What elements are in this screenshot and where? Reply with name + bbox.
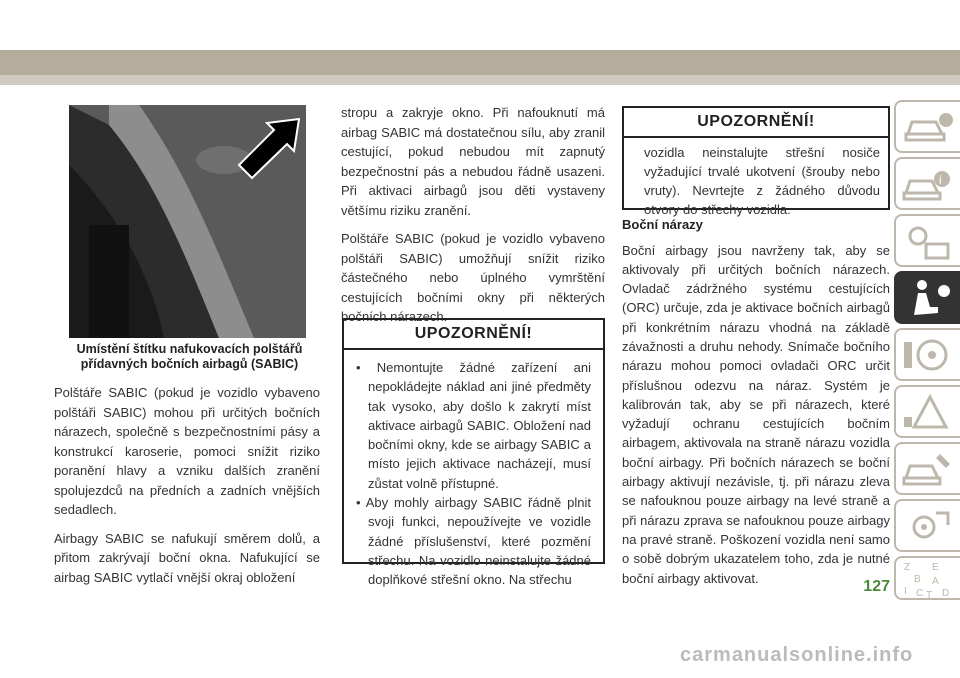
- column-2: [341, 103, 605, 336]
- car-info-icon[interactable]: [894, 100, 960, 153]
- paragraph: Boční airbagy jsou navrženy tak, aby se aktivovaly při určitých bočních nárazech. Ovladač zádržného systému cestujících (ORC) určuje, zda je aktivace bočních airbagů při konkrétním nárazu vhodná na základě závažnosti a druhu nehody. Snímače bočního nárazu mohou pomoci ovladači ORC určit příslušnou odezvu na náraz. Systém je kalibrován tak, aby se při nárazech, které vyžadují ochranu cestujících bočním airbagem, aktivovala na straně nárazu vozidla boční airbagy. Při bočních nárazech se boční airbagy aktivují nezávisle, tj. při nárazu zleva se nafouknou pouze airbagy na levé straně a při nárazu zprava se nafouknou pouze airbagy na pravé straně. Poškození vozidla není samo o sobě dobrým ukazatelem toho, zda je nutné boční airbagy aktivovat.: [622, 242, 890, 586]
- warning-box-2: [622, 106, 890, 217]
- warning-title: UPOZORNĚNÍ!: [624, 108, 888, 138]
- warning-item: • Nemontujte žádné zařízení ani nepokládejte náklad ani jiné předměty tak vysoko, aby došlo k zakrytí míst aktivace airbagů SABIC. Obložení nad bočními okny, kde se airbagy SABIC a místo jejich aktivace nacházejí, musí zůstat volně přístupné.: [356, 358, 591, 493]
- index-letter: D: [942, 588, 950, 599]
- wrench-car-icon[interactable]: [894, 442, 960, 495]
- index-letter: A: [932, 576, 939, 587]
- warning-title: UPOZORNĚNÍ!: [344, 320, 603, 350]
- warning-text: vozidla neinstalujte střešní nosiče vyžadující trvalé ukotvení (šrouby nebo vruty). Nevrtejte z žádného důvodu otvory do střechy vozidla.: [644, 145, 880, 217]
- seat-airbag-icon[interactable]: [894, 271, 960, 324]
- figure-caption: [62, 342, 317, 372]
- caption-line-1: Umístění štítku nafukovacích polštářů: [76, 342, 303, 356]
- paragraph: Polštáře SABIC (pokud je vozidlo vybaveno polštáři SABIC) umožňují snížit riziko částečného nebo úplného vymrštění cestujících bočními okny při některých bočních nárazech.: [341, 231, 605, 324]
- paragraph: stropu a zakryje okno. Při nafouknutí má airbag SABIC má dostatečnou sílu, aby zranil cestující, pokud nebudou mít zapnutý bezpečnostní pás a nebudou řádně usazeni. Při aktivaci airbagů jsou děti vystaveny většímu riziku zranění.: [341, 105, 605, 218]
- index-letter: B: [914, 574, 921, 585]
- column-1: [54, 383, 320, 596]
- caption-line-2: přídavných bočních airbagů (SABIC): [80, 357, 299, 371]
- warning-item: • Aby mohly airbagy SABIC řádně plnit svoji funkci, nepoužívejte ve vozidle žádné příslušenství, které pozmění střechu. Na vozidlo neinstalujte žádné doplňkové střešní okno. Na střechu: [356, 493, 591, 589]
- emergency-icon[interactable]: [894, 385, 960, 438]
- index-letter: T: [926, 590, 933, 601]
- steering-wheel-icon[interactable]: [894, 328, 960, 381]
- paragraph: Airbagy SABIC se nafukují směrem dolů, a přitom zakrývají boční okna. Nafukující se airbag SABIC vytlačí vnější okraj obložení: [54, 530, 320, 585]
- index-letter: E: [932, 562, 939, 573]
- warning-list: [344, 350, 603, 590]
- sabic-label-photo: [69, 105, 306, 338]
- index-letter: I: [904, 586, 907, 597]
- index-letter: C: [916, 588, 924, 599]
- header-stripe-light: [0, 75, 960, 85]
- car-alert-icon[interactable]: [894, 157, 960, 210]
- warning-lights-icon[interactable]: [894, 214, 960, 267]
- index-letter: Z: [904, 562, 911, 573]
- page-number: 127: [863, 578, 890, 595]
- svg-text:i: i: [939, 173, 942, 187]
- gear-settings-icon[interactable]: [894, 499, 960, 552]
- chapter-tabs: [894, 100, 960, 600]
- watermark: carmanualsonline.info: [680, 644, 914, 666]
- section-heading: Boční nárazy: [622, 217, 703, 232]
- column-3: [622, 215, 890, 597]
- paragraph: Polštáře SABIC (pokud je vozidlo vybaveno polštáři SABIC) mohou při určitých bočních nárazech, společně s bezpečnostními pásy a konstrukcí karoserie, pomoci snížit riziko poranění hlavy a vzniku dalších zranění spolujezdců na předních a zadních vnějších sedadlech.: [54, 385, 320, 517]
- top-margin: [0, 0, 960, 43]
- index-letters-icon[interactable]: [894, 556, 960, 600]
- header-stripe: [0, 50, 960, 75]
- warning-box-1: [342, 318, 605, 588]
